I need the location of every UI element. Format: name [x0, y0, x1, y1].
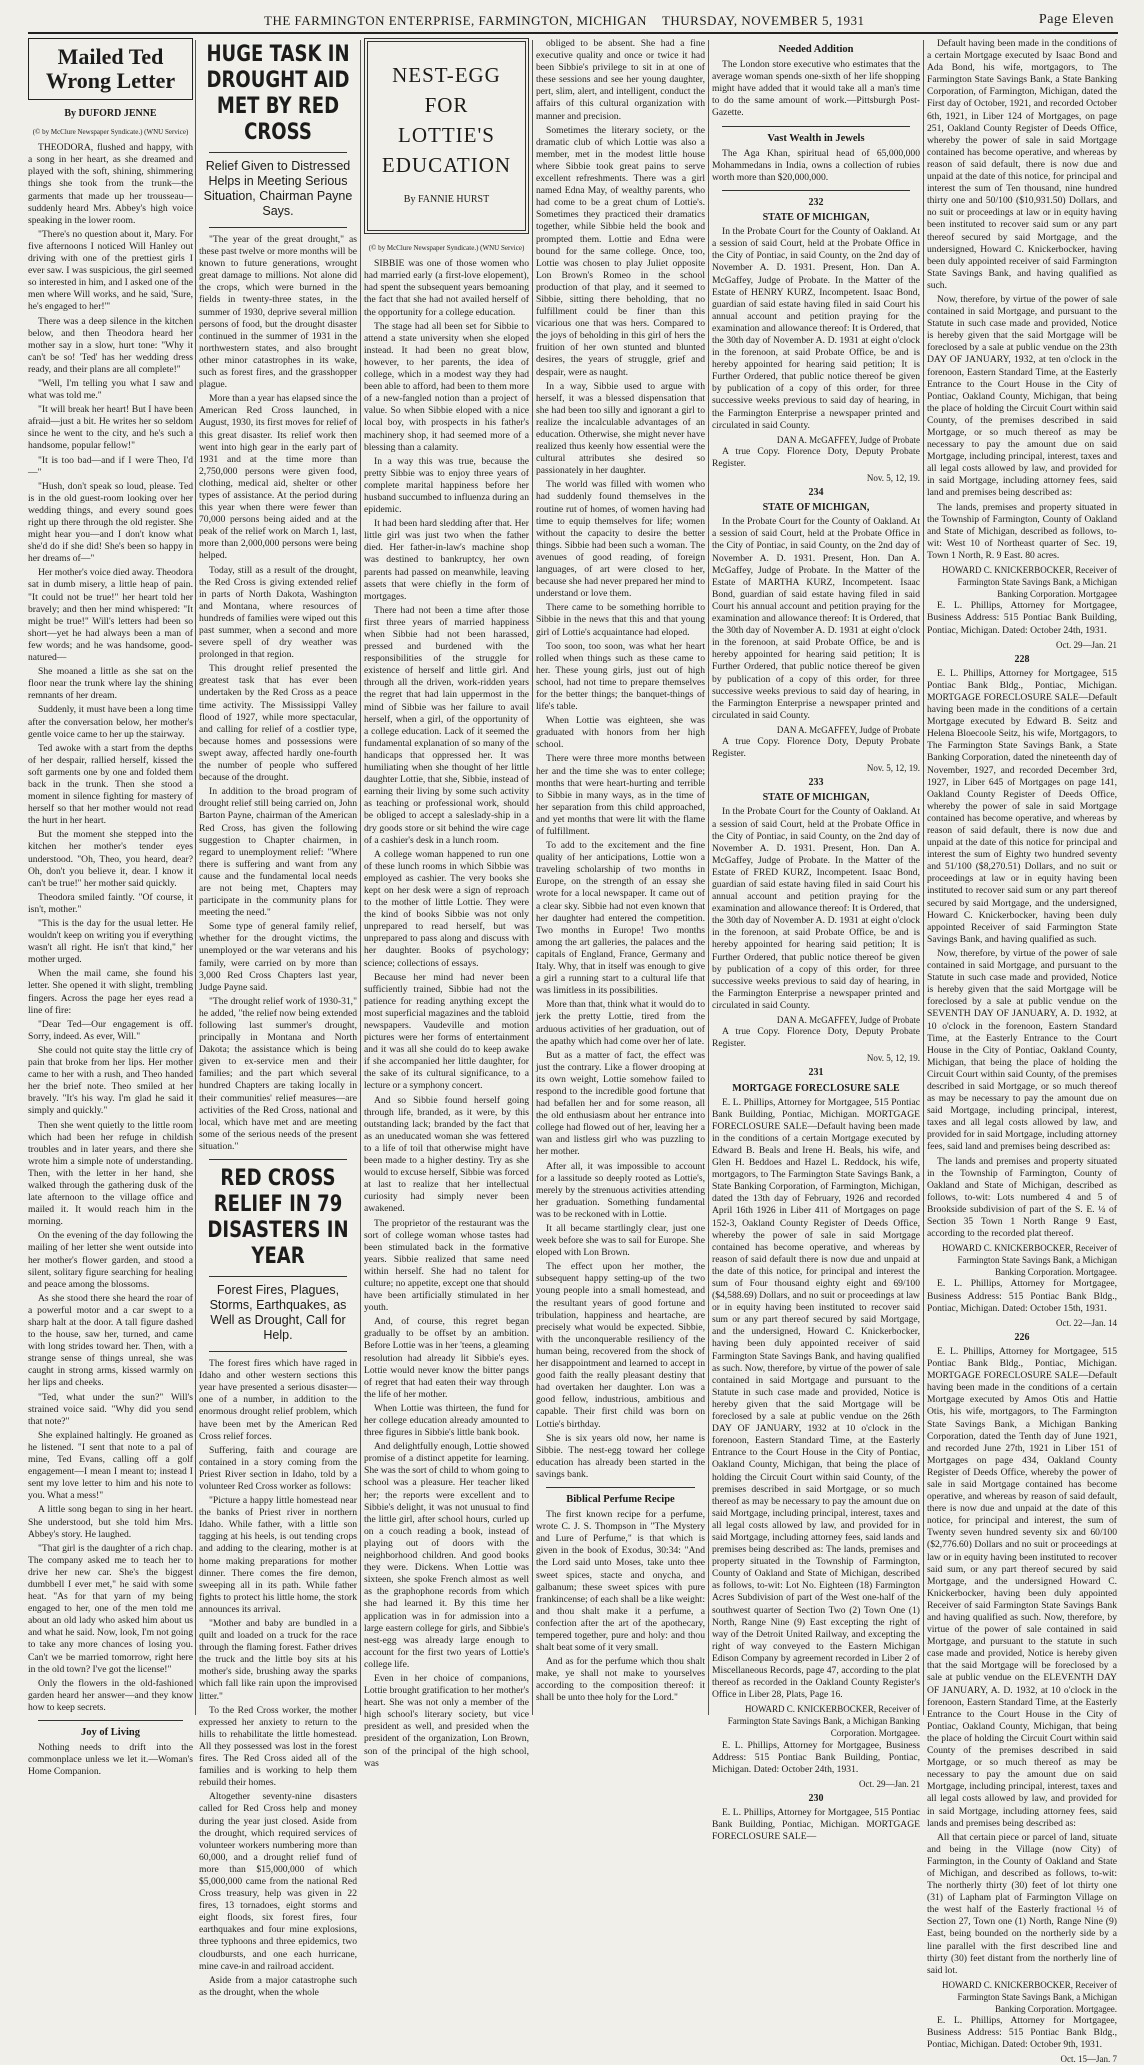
- notice-number: 231: [808, 1067, 824, 1079]
- notice-number: 232: [808, 196, 824, 208]
- notice-signature: DAN A. McGAFFEY, Judge of Probate: [776, 434, 920, 445]
- paragraph: She is six years old now, her name is Sibbie. The nest-egg toward her college education has already been started in the savings bank.: [536, 1432, 705, 1480]
- paragraph: In a way this was true, because the pretty Sibbie was to enjoy three years of complete marital happiness before her husband succumbed to influenza during an epidemic.: [364, 455, 529, 516]
- filler-text: Nothing needs to drift into the commonplace unless we let it.—Woman's Home Companion.: [28, 1742, 193, 1778]
- notice-number: 226: [1014, 1331, 1030, 1343]
- paragraph: Ted awoke with a start from the depths of her despair, rallied herself, kissed the soft garments one by one and folded them back in the trunk. Then she stood a moment in silence fighting for mastery of herself so that her mother would not read the hurt in her heart.: [28, 742, 193, 827]
- notice-title: MORTGAGE FORECLOSURE SALE: [732, 1082, 900, 1094]
- paragraph: The forest fires which have raged in Idaho and other western sections this year have presented a serious disaster—one of a number, in addition to the enormous drought relief problem, which have been met by the American Red Cross relief forces.: [199, 1358, 357, 1442]
- notice-signature: HOWARD C. KNICKERBOCKER, Receiver of Farmington State Savings Bank, a Michigan Banking Corporation. Mortgagee.: [942, 1979, 1117, 2014]
- paragraph: "It will break her heart! But I have been afraid—just a bit. He writes her so seldom since he went to the city, and he's such a handsome, popular fellow!": [28, 404, 193, 452]
- notice-number: 230: [808, 1792, 824, 1804]
- column-rule: [360, 40, 361, 1715]
- paragraph: It all became startlingly clear, just one week before she was to sail for Europe. She eloped with Lon Brown.: [536, 1223, 705, 1259]
- paragraph: There had not been a time after those first three years of married happiness when Sibbie had not been harassed, pressed and burdened with the responsibilities of the struggle for existence of herself and little girl. And through all the driven, work-ridden years the regret that had lain uppermost in the mind of Sibbie was her failure to avail herself, when a girl, of the opportunity of a college education. Lack of it seemed the fundamental explanation of so many of the handicaps that oppressed her. It was humiliating when she thought of her little daughter Lottie, that she, Sibbie, instead of earning their living by some such activity as teaching or professional work, should be obliged to accept a saleslady-ship in a dry goods store or sit behind the wire cage of a cashier's desk in a lunch room.: [364, 604, 529, 846]
- notice-signature: DAN A. McGAFFEY, Judge of Probate: [776, 724, 920, 735]
- notice-text: In the Probate Court for the County of Oakland. At a session of said Court, held at the Probate Office in the City of Pontiac, in said County, on the 2nd day of November A. D. 1931. Present, Hon. Dan A. McGaffey, Judge of Probate. In the Matter of the Estate of MARTHA KURZ, Incompetent. Isaac Bond, guardian of said estate having filed in said Court his annual account and petition praying for the examination and allowance thereof: It is Ordered, that the 30th day of November A. D. 1931 at eight o'clock in the forenoon, at said Probate Office, be and is hereby appointed for hearing said petition; It is Further Ordered, that public notice thereof be given by publication of a copy of this order, for three successive weeks previous to said day of hearing, in the Farmington Enterprise a newspaper printed and circulated in said County.: [712, 516, 920, 721]
- story-title: Mailed Ted Wrong Letter: [45, 44, 176, 93]
- divider: [546, 1487, 695, 1488]
- paragraph: When the mail came, she found his letter. She opened it with slight, trembling fingers. Across the page her eyes read a line of fire:: [28, 968, 193, 1016]
- notice-title: STATE OF MICHIGAN,: [762, 502, 870, 514]
- paragraph: She could not quite stay the little cry of pain that broke from her lips. Her mother came to her with a rush, and Theo handed her the brief note. Theo smiled at her bravely. "It's his way. I'm glad he said it simply and quickly.": [28, 1044, 193, 1117]
- notice-dates: Nov. 5, 12, 19.: [866, 473, 920, 483]
- paragraph: Only the flowers in the old-fashioned garden heard her answer—and they know how to keep secrets.: [28, 1677, 193, 1713]
- paragraph: More than a year has elapsed since the American Red Cross launched, in August, 1930, its first moves for relief of this great disaster. Its relief work then went into high gear in the early part of 1931 and at the time more than 2,750,000 persons were given food, clothing, medical aid, shelter or other types of assistance. At the period during this year when there were fewer than 70,000 persons being aided and at the peak of the relief work on March 1, last, more than 2,000,000 persons were being helped.: [199, 393, 357, 562]
- paragraph: Her mother's voice died away. Theodora sat in dumb misery, a little heap of pain. "It could not be true!" her heart told her bravely; and then her mind whispered: "It might be true!" Will's letters had been so short—yet he had always been a man of few words; and he was handsome, good-natured—: [28, 567, 193, 664]
- paragraph: A college woman happened to run one of these lunch rooms in which Sibbie was employed as cashier. The very books she kept on her desk were a sign of reproach to the mother of little Lottie. They were the kind of books Sibbie was not only unprepared to read herself, but was unprepared to pass along and discuss with her daughter. Books of psychology; science; collections of essays.: [364, 848, 529, 969]
- paragraph: In addition to the broad program of drought relief still being carried on, John Barton Payne, chairman of the American Red Cross, has given the following suggestion to Chapter chairmen, in regard to unemployment relief: "Where there is suffering and want from any cause and the fundamental local needs are not being met, Chapters may participate in the community plans for meeting the need.": [199, 786, 357, 919]
- story-body: [364, 258, 529, 1770]
- paragraph: In a way, Sibbie used to argue with herself, it was a blessed dispensation that she had been too silly and ignorant a girl to realize the incalculable advantages of an education. Otherwise, she might never have realized thus keenly how essential were the cultural attributes she desired so passionately in her daughter.: [536, 380, 705, 477]
- notice-text: E. L. Phillips, Attorney for Mortgagee, 515 Pontiac Bank Building, Pontiac, Michigan. MORTGAGE FORECLOSURE SALE—: [712, 1807, 920, 1843]
- page-number: Page Eleven: [1038, 12, 1114, 27]
- story-body: [199, 1358, 357, 1999]
- subhead-drought-aid: Relief Given to Distressed Helps in Meeting Serious Situation, Chairman Payne Says.: [203, 159, 353, 218]
- paragraph: Default having been made in the conditions of a certain Mortgage executed by Isaac Bond and Ada Bond, his wife, mortgagors, to The Farmington State Savings Bank, a State Banking Corporation, of Farmington, Michigan, dated the First day of October, 1921, and recorded October 6th, 1921, in Liber 124 of Mortgages, on page 251, Oakland County Register of Deeds Office, whereby the power of sale in said Mortgage contained has become operative, and whereas by reason of said default, there is now due and unpaid at the date of this notice, for principal and interest the sum of Ten thousand, nine hundred thirty one and 50/100 ($10,931.50) Dollars, and no suit or proceedings at law or in equity having been instituted to recover said sum or any part thereof secured by said Mortgage, and the undersigned, Howard C. Knickerbocker, having been duly appointed receiver of said Farmington State Savings Bank, and having qualified as such.: [927, 38, 1117, 291]
- syndicate-credit: (© by McClure Newspaper Syndicate.) (WNU Service): [368, 244, 525, 253]
- paragraph: Aside from a major catastrophe such as the drought, when the whole: [199, 1974, 357, 1998]
- notice-attest: A true Copy. Florence Doty, Deputy Probate Register.: [712, 1026, 920, 1050]
- legal-notice-body: [927, 668, 1117, 1240]
- paragraph: The effect upon her mother, the subsequent happy setting-up of the two young people into a small homestead, and the resultant years of good fortune and tribulation, happiness and heartache, are precisely what would be expected. Sibbie, with the unconquerable resiliency of the human being, recovered from the shock of her disappointment and learned to accept in good faith the really pleasant destiny that had overtaken her daughter. Lon was a good fellow, industrious, ambitious and capable. Their first child was born on Lottie's birthday.: [536, 1261, 705, 1430]
- notice-signature: HOWARD C. KNICKERBOCKER, Receiver of Farmington State Savings Bank, a Michigan Banking Corporation. Mortgagee: [942, 565, 1117, 600]
- notice-dates: Oct. 29—Jan. 21: [859, 1778, 920, 1789]
- paragraph: "Ted, what under the sun?" Will's strained voice said. "Why did you send that note?": [28, 1391, 193, 1427]
- divider: [209, 1159, 347, 1160]
- story-body: [28, 142, 193, 1714]
- notice-attest: E. L. Phillips, Attorney for Mortgagee, Business Address: 515 Pontiac Bank Building, Pontiac, Michigan. Dated: October 24th, 1931.: [712, 1739, 920, 1775]
- paragraph: Altogether seventy-nine disasters called for Red Cross help and money during the year just closed. Aside from the drought, which required services of volunteer workers numbering more than 60,000, and a drought relief fund of more than $15,000,000 of which $5,000,000 came from the national Red Cross treasury, help was given in 22 fires, 13 tornadoes, eight storms and eight floods, six forest fires, four earthquakes and four mine explosions, three typhoons and three epidemics, two cloudbursts, and one each hurricane, mine cave-in and railroad accident.: [199, 1791, 357, 1972]
- filler-text: The Aga Khan, spiritual head of 65,000,000 Mohammedans in India, owns a collection of rubies worth more than $20,000,000.: [712, 147, 920, 183]
- paragraph: The world was filled with women who had suddenly found themselves in the routine rut of homes, of women having had time to equip themselves for life; women without the capacity to desire the better things. Sibbie had been such a woman. The avenues of good reading, of foreign languages, of art were closed to her, because she had never prepared her mind to understand or love them.: [536, 479, 705, 600]
- notice-attest: A true Copy. Florence Doty, Deputy Probate Register.: [712, 735, 920, 760]
- paragraph: obliged to be absent. She had a fine executive quality and once or twice it had been Sibbie's privilege to sit in at one of these sessions and see her young daughter, pert, slim, alert, and intelligent, conduct the affairs of this cultural organization with manner and precision.: [536, 38, 705, 122]
- paragraph: There was a deep silence in the kitchen below, and then Theodora heard her mother say in a slow, hurt tone: "Why it can't be so! 'Ted' has her wedding dress ready, and their plans are all complete!": [28, 315, 193, 375]
- recipe-body: [536, 1509, 705, 1705]
- story-title-box: [364, 38, 529, 234]
- column-1: [28, 38, 193, 1778]
- divider: [722, 126, 910, 127]
- paragraph: And delightfully enough, Lottie showed promise of a distinct appetite for learning. She was the sort of child to whom going to school was a pleasure. Her teacher liked her; the reports were excellent and to Sibbie's delight, it was not unusual to find the little girl, after school hours, curled up on a couch reading a book, instead of playing out of doors with the neighborhood children. And good books they were. Dickens. When Lottie was sixteen, she spoke French almost as well as the graphophone records from which she had learned it. By this time her application was in for admission into a large eastern college for girls, and Sibbie's nest-egg was already large enough to account for the first two years of Lottie's college life.: [364, 1441, 529, 1670]
- paragraph: Sometimes the literary society, or the dramatic club of which Lottie was also a member, met in the modest little house where Sibbie took great pains to serve excellent refreshments. There was a girl named Edna May, of wealthy parents, who had come to be a great chum of Lottie's. Sometimes they practiced their dramatics together, while Sibbie held the book and prompted them. Lottie and Edna were bound for the same college. Once, too, Lottie was chosen to play Juliet opposite Lon Brown's Romeo in the school production of that play, and it seemed to Sibbie, sitting there beholding, that no fulfillment could be finer than this vicarious one that was hers. Compared to the joys of beholding in this girl of hers the fruition of her own stunted and blunted desires, the years of struggle, grief and despair, were as naught.: [536, 124, 705, 378]
- paragraph: All that certain piece or parcel of land, situate and being in the Village (now City) of Farmington, in the County of Oakland and State of Michigan, and described as follows, to-wit: The northerly thirty (30) feet of lot thirty one (31) of Lapham plat of Farmington Village on the west half of the Easterly fractional ½ of Section 27, Town one (1) North, Range Nine (9) East, being bounded on the northerly side by a line parallel with the first described line and thirty (30) feet distant from the northerly line of said lot.: [927, 1831, 1117, 1976]
- paragraph: Too soon, too soon, was what her heart rolled when things such as these came to her. These young girls, just out of high school, had not time to prepare themselves for the better things; the banquet-things of life's table.: [536, 640, 705, 713]
- headline-drought-aid: HUGE TASK IN DROUGHT AID MET BY RED CROSS: [206, 42, 350, 145]
- paragraph: But the moment she stepped into the kitchen her mother's tender eyes understood. "Oh, Theo, you heard, dear? Oh, don't you believe it, dear. I know it can't be true!" her mother said quickly.: [28, 829, 193, 889]
- notice-signature: DAN A. McGAFFEY, Judge of Probate: [776, 1015, 920, 1026]
- paragraph: The proprietor of the restaurant was the sort of college woman whose tastes had been stimulated back in the formative years. Sibbie realized that same need within herself. She had no talent for culture; no appetite, except one that should have been artificially stimulated in her youth.: [364, 1217, 529, 1314]
- story-title: NEST-EGG FOR LOTTIE'S EDUCATION: [381, 63, 512, 177]
- legal-notice: [712, 487, 920, 774]
- legal-notice-body: [927, 38, 1117, 562]
- divider: [209, 227, 347, 228]
- column-2: [199, 38, 357, 1998]
- paragraph: Suffering, faith and courage are contained in a story coming from the Priest River section in Idaho, told by a volunteer Red Cross worker as follows:: [199, 1444, 357, 1492]
- paragraph: Then she went quietly to the little room which had been her refuge in childish troubles and in later years, and there she wrote him a simple note of understanding. Then, with the letter in her hand, she walked through the gathering dusk of the late afternoon to the village office and mailed it. It would reach him in the morning.: [28, 1119, 193, 1228]
- paragraph: "It is too bad—and if I were Theo, I'd—": [28, 454, 193, 478]
- notice-title: STATE OF MICHIGAN,: [762, 212, 870, 224]
- paragraph: THEODORA, flushed and happy, with a song in her heart, as she dreamed and played with the soft, shining, shimmering things she took from the trunk—the garments that made up her trousseau—suddenly heard Mrs. Abbey's high voice speaking in the lower room.: [28, 142, 193, 226]
- paragraph: To add to the excitement and the fine quality of her anticipations, Lottie won a traveling scholarship of two months in Europe, on the strength of an essay she wrote for a local newspaper. It came out of a clear sky. Sibbie had not even known that her daughter had entered the competition. Two months in Europe! Two months among the art galleries, the palaces and the capitals of England, France, Germany and Italy. Why, that in itself was enough to give a girl a running start to a cultural life that was limitless in its possibilities.: [536, 840, 705, 997]
- paragraph: "Hush, don't speak so loud, please. Ted is in the old guest-room looking over her wedding things, and every sound goes right up there through the old register. She might hear you—and I don't know what she'd do if she did! She's been so happy in her dreams of—": [28, 480, 193, 565]
- headline-79-disasters: RED CROSS RELIEF IN 79 DISASTERS IN YEAR: [207, 1166, 349, 1270]
- notice-signature: HOWARD C. KNICKERBOCKER, Receiver of Farmington State Savings Bank, a Michigan Banking Corporation. Mortgagee.: [727, 1704, 920, 1739]
- recipe-title: Biblical Perfume Recipe: [566, 1493, 675, 1505]
- notice-title: STATE OF MICHIGAN,: [762, 792, 870, 804]
- story-title-box: [28, 38, 193, 100]
- paragraph: She explained haltingly. He groaned as he listened. "I sent that note to a pal of mine, Ted Evans, calling off a golf engagement—I mean I meant to; instead I sent my love letter to him and his note to you. What a mess!": [28, 1429, 193, 1502]
- paragraph: It had been hard sledding after that. Her little girl was just two when the father died. Her father-in-law's machine shop was destined to bankruptcy, her own parents had passed on meanwhile, leaving assets that were chiefly in the form of mortgages.: [364, 518, 529, 602]
- paragraph: "This is the day for the usual letter. He wouldn't keep on writing you if everything wasn't all right. He isn't that kind," her mother urged.: [28, 918, 193, 966]
- masthead-paper: THE FARMINGTON ENTERPRISE, FARMINGTON, MICHIGAN THURSDAY, NOVEMBER 5, 1931: [264, 13, 865, 28]
- notice-number: 228: [1014, 653, 1030, 665]
- legal-notices: [712, 197, 920, 1790]
- subhead-79-disasters: Forest Fires, Plagues, Storms, Earthquakes, as Well as Drought, Call for Help.: [209, 1283, 347, 1343]
- column-3: [364, 38, 529, 1769]
- notice-dates: Nov. 5, 12, 19.: [866, 1053, 920, 1064]
- paragraph: "There's no question about it, Mary. For five afternoons I noticed Will Hanley out driving with one of the prettiest girls I ever saw. I was suspicious, the girl seemed so interested in him, and I asked one of the men where Will works, and he said, 'Sure, he's engaged to her!'": [28, 228, 193, 313]
- notice-number: 234: [808, 487, 824, 499]
- notice-signature: HOWARD C. KNICKERBOCKER, Receiver of Farmington State Savings Bank, a Michigan Banking Corporation. Mortgagee.: [942, 1243, 1117, 1278]
- paragraph: Now, therefore, by virtue of the power of sale contained in said Mortgage, and pursuant to the Statute in such case made and provided, Notice is hereby given that the said Mortgage will be foreclosed by a sale at public vendue on the 23th DAY OF JANUARY, 1932, at ten o'clock in the forenoon, Eastern Standard Time, at the Easterly Entrance to the Court House in the City of Pontiac, Oakland County, Michigan, that being the place of holding the Circuit Court within said County, of the premises described in said Mortgage, or so much thereof as may be necessary to pay the amount due on said Mortgage, including principal, interest, taxes and all legal costs allowed by law, and provided for in said Mortgage, including attorney fees, said land and premises being described as:: [927, 293, 1117, 499]
- divider: [209, 1351, 347, 1352]
- paragraph: "The year of the great drought," as these past twelve or more months will be known to future generations, wrought great damage to millions. Not alone did the crops, which were burned in the fields in twenty-three states, in the summer of 1930, deprive several million persons of food, but the drought disaster continued in the summer of 1931 in the northwestern states, and also brought other minor catastrophes in its wake, such as forest fires, and the grasshopper plague.: [199, 234, 357, 391]
- paragraph: Theodora smiled faintly. "Of course, it isn't, mother.": [28, 891, 193, 915]
- notice-attest: A true Copy. Florence Doty, Deputy Probate Register.: [712, 445, 920, 469]
- paragraph: "Dear Ted—Our engagement is off. Sorry, indeed. As ever, Will.": [28, 1018, 193, 1042]
- byline: By FANNIE HURST: [403, 194, 490, 205]
- notice-attest: E. L. Phillips, Attorney for Mortgagee, Business Address: 515 Pontiac Bank Bldg., Pontiac, Michigan. Dated: October 15th, 1931.: [927, 1278, 1117, 1314]
- notice-dates: Oct. 15—Jan. 7: [1060, 2054, 1117, 2065]
- column-5: [712, 38, 920, 1843]
- paragraph: "Picture a happy little homestead near the banks of Priest river in northern Idaho. While father, with a little son tagging at his heels, is out tending crops and adding to the clearing, mother is at home making preparations for mother dinner. There comes the fire demon, sweeping all in its path. While father fights to protect his little home, the stork announces its arrival.: [199, 1495, 357, 1615]
- column-rule: [923, 40, 924, 1715]
- divider: [38, 1720, 183, 1721]
- paragraph: This drought relief presented the greatest task that has ever been undertaken by the Red Cross as a peace time activity. The Mississippi Valley flood of 1927, while more spectacular, and calling for relief of a costlier type, because homes and possessions were swept away, affected hardly one-fourth the number of people who suffered because of the drought.: [199, 663, 357, 784]
- paragraph: She moaned a little as she sat on the floor near the trunk where lay the shining remnants of her dream.: [28, 666, 193, 702]
- filler-title: Joy of Living: [81, 1727, 140, 1738]
- notice-text: In the Probate Court for the County of Oakland. At a session of said Court, held at the Probate Office in the City of Pontiac, in said County, on the 2nd day of November A. D. 1931. Present, Hon. Dan A. McGaffey, Judge of Probate. In the Matter of the Estate of FRED KURZ, Incompetent. Isaac Bond, guardian of said estate having filed in said Court his annual account and petition praying for the examination and allowance thereof: It is Ordered, that the 30th day of November A. D. 1931 at eight o'clock in the forenoon, at said Probate Office, be and is hereby appointed for hearing said petition; It is Further Ordered, that public notice thereof be given by publication of a copy of this order, for three successive weeks previous to said day of hearing, in the Farmington Enterprise a newspaper printed and circulated in said County.: [712, 806, 920, 1011]
- notice-dates: Oct. 29—Jan. 21: [1056, 639, 1117, 650]
- paragraph: When Lottie was thirteen, the fund for her college education already amounted to three figures in Sibbie's little bank book.: [364, 1402, 529, 1439]
- paragraph: On the evening of the day following the mailing of her letter she went outside into her mother's flower garden, and stood a silent, solitary figure searching for healing and peace among the blossoms.: [28, 1230, 193, 1290]
- notice-attest: E. L. Phillips, Attorney for Mortgagee, Business Address: 515 Pontiac Bank Bldg., Pontiac, Michigan. Dated: October 9th, 1931.: [927, 2015, 1117, 2051]
- legal-notice: [712, 197, 920, 484]
- paragraph: There came to be something horrible to Sibbie in the news that this and that young girl of Lottie's acquaintance had eloped.: [536, 602, 705, 638]
- paragraph: Because her mind had never been sufficiently trained, Sibbie had not the patience for reading anything except the most superficial magazines and the tabloid newspapers. Vaudeville and motion pictures were her forms of entertainment and it was all she could do to keep awake if she accompanied her little daughter, for the sake of its cultural significance, to a lecture or a symphony concert.: [364, 971, 529, 1092]
- paragraph: There were three more months between her and the time she was to enter college; months that were heart-hurting and terrible to Sibbie in many ways, as in the time of her separation from this child approached, and yet months that were lit with the flame of fulfillment.: [536, 753, 705, 837]
- column-4: [536, 38, 705, 1718]
- paragraph: Some type of general family relief, whether for the drought victims, the unemployed or the war veterans and his family, were carried on by more than 3,000 Red Cross Chapters last year, Judge Payne said.: [199, 921, 357, 993]
- notice-dates: Nov. 5, 12, 19.: [866, 763, 920, 774]
- divider: [722, 190, 910, 191]
- paragraph: And so Sibbie found herself going through life, branded, as it were, by this outstanding lack; branded by the fact that as an uneducated woman she was fettered to a life of toil that otherwise might have been made to a higher destiny. Try as she would to excuse herself, Sibbie was forced at last to realize that her intellectual curiosity had simply never been awakened.: [364, 1094, 529, 1215]
- paragraph: Now, therefore, by virtue of the power of sale contained in said Mortgage, and pursuant to the Statute in such case made and provided, Notice is hereby given that the said Mortgage will be foreclosed by a sale at public vendue on the SEVENTH DAY OF JANUARY, A. D. 1932, at 10 o'clock in the forenoon, Eastern Standard Time, at the Easterly Entrance to the Court House in the City of Pontiac, Oakland County, Michigan, that being the place of holding the Circuit Court within said County, of the premises described in said Mortgage, or so much thereof as may be necessary to pay the amount due on said Mortgage, including principal, interest, taxes and all legal costs allowed by law, and provided for in said Mortgage, including attorney fees, said land and premises being described as:: [927, 947, 1117, 1153]
- paragraph: And as for the perfume which thou shalt make, ye shall not make to yourselves according to the composition thereof: it shall be unto thee holy for the Lord.": [536, 1656, 705, 1704]
- story-body: [536, 38, 705, 1481]
- paragraph: The stage had all been set for Sibbie to attend a state university when she eloped instead. It had been no great blow, however, to her parents, the idea of college, which in a modest way they had been able to afford, had been to them more of a new-fangled notion than a project of value. So when Sibbie eloped with a nice local boy, with prospects in his father's machinery shop, it had seemed more of a blessing than a calamity.: [364, 320, 529, 453]
- paragraph: The first known recipe for a perfume, wrote C. J. S. Thompson in "The Mystery and Lure of Perfume," is that which is given in the book of Exodus, 30:34: "And the Lord said unto Moses, take unto thee sweet spices, stacte and onycha, and galbanum; these sweet spices with pure frankincense; of each shall be a like weight: and thou shalt make it a perfume, a confection after the art of the apothecary, tempered together, pure and holy: and thou shalt beat some of it very small.: [536, 1509, 705, 1654]
- paragraph: "Mother and baby are bundled in a quilt and loaded on a truck for the race through the flaming forest. Father drives the truck and the little boy sits at his mother's side, brushing away the sparks which fall like rain upon the improvised litter.": [199, 1618, 357, 1702]
- paragraph: E. L. Phillips, Attorney for Mortgagee, 515 Pontiac Bank Bldg., Pontiac, Michigan. MORTGAGE FORECLOSURE SALE—Default having been made in the conditions of a certain Mortgage executed by Edward B. Seitz and Helena Bloecoole Seitz, his wife, Mortgagors, to The Farmington State Savings Bank, a State Banking Corporation, dated the nineteenth day of November, 1927, and recorded December 3rd, 1927, in Liber 645 of Mortgages on page 141, Oakland County Register of Deeds Office, whereby the power of sale in said Mortgage contained has become operative, and whereas by reason of said default, there is now due and unpaid at the date of this notice for principal and interest the sum of Eighty two hundred seventy and 51/100 ($8,270.51) Dollars, and no suit or proceedings at law or in equity having been instituted to recover said sum or any part thereof secured by said Mortgage, and the undersigned, Howard C. Knickerbocker, having been duly appointed Receiver of said Farmington State Savings Bank, and having qualified as such.: [927, 667, 1117, 945]
- paragraph: After all, it was impossible to account for a lassitude so deeply rooted as Lottie's, merely by the strenuous activities attending her graduation. Something fundamental was to be reckoned with in Lottie.: [536, 1160, 705, 1220]
- story-body: [199, 234, 357, 1153]
- paragraph: More than that, think what it would do to jerk the pretty Lottie, tired from the arduous activities of her graduation, out of the apathy which had come over her of late.: [536, 999, 705, 1047]
- notice-number: 233: [808, 777, 824, 789]
- paragraph: Suddenly, it must have been a long time after the conversation below, her mother's gentle voice came to her up the stairway.: [28, 704, 193, 740]
- paragraph: A little song began to sing in her heart. She understood, but she told him Mrs. Abbey's story. He laughed.: [28, 1504, 193, 1540]
- legal-notice: [712, 777, 920, 1064]
- filler-title: Needed Addition: [778, 44, 854, 55]
- paragraph: Today, still as a result of the drought, the Red Cross is giving extended relief in parts of North Dakota, Washington and Montana, where resources of hundreds of families were wiped out this past summer, when a second and more severe spell of dry weather was prolonged in that region.: [199, 564, 357, 661]
- paragraph: "That girl is the daughter of a rich chap. The company asked me to teach her to drive her new car. She's the biggest dumbbell I ever met," he said with some heat. "As for that yarn of my being engaged to her, one of the men told me about an old lady who asked him about us and what he said. Now, look, I'm not going to take any more chances of losing you. Can't we be married tomorrow, right here in the old town? I've got the license!": [28, 1542, 193, 1675]
- paragraph: Even in her choice of companions, Lottie brought gratification to her mother's heart. She was not only a member of the high school's literary society, but vice president as well, and presided when the president of the organization, Lon Brown, son of the principal of the high school, was: [364, 1672, 529, 1769]
- notice-text: E. L. Phillips, Attorney for Mortgagee, 515 Pontiac Bank Building, Pontiac, Michigan. MORTGAGE FORECLOSURE SALE—Default having been made in the conditions of a certain Mortgage executed by Edward B. Beals and Irene H. Beals, his wife, and Glen H. Beddoes and Hazel L. Reddock, his wife, mortgagors, to The Farmington State Savings Bank, a State Banking Corporation, of Farmington, Michigan, dated the 13th day of February, 1926 and recorded April 16th 1926 in Liber 411 of Mortgages on page 152-3, Oakland County Register of Deeds Office, whereby the power of sale in said Mortgage contained has become operative, and whereas by reason of said default there is now due and unpaid at the date of this notice, for principal and interest the sum of Four thousand eighty eight and 69/100 ($4,588.69) Dollars, and no suit or proceedings at law or in equity having been instituted to recover said sum or any part thereof secured by said Mortgage, and the undersigned, Howard C. Knickerbocker, having been duly appointed receiver of said Farmington State Savings Bank, and having qualified as such. Now, therefore, by virtue of the power of sale contained in said Mortgage and pursuant to the Statute in such case made and provided, Notice is hereby given that the said Mortgage will be foreclosed by a sale at public vendue on the 26th DAY OF JANUARY, 1932 at 10 o'clock in the forenoon, Eastern Standard Time, at the Easterly Entrance to the Court House in the City of Pontiac, Oakland County, Michigan, that being the place of holding the Circuit Court within said County, of the premises described in said Mortgage, or so much thereof as may be necessary to pay the amount due on said Mortgage, including principal, interest, taxes and all legal costs allowed by law, and provided for in said Mortgage, including attorney fees, said lands and premises being described as: The lands, premises and property situated in the Township of Farmington, County of Oakland and State of Michigan, described as follows, to-wit: Lot No. Eighteen (18) Farmington Acres Subdivision of part of the West one-half of the southwest quarter of Section Two (2) Town One (1) North, Range Nine (9) East excepting the right of way of the Detroit United Railway, and excepting the right of way conveyed to the Eastern Michigan Edison Company by agreement recorded in Liber 2 of Miscellaneous Records, page 47, according to the plat thereof as recorded in the Oakland County Register's Office in Liber 28, Plats, Page 16.: [712, 1096, 920, 1701]
- paragraph: "The drought relief work of 1930-31," he added, "the relief now being extended following last summer's drought, principally in Montana and North Dakota; the assistance which is being given to ex-service men and their families; and the part which several hundred Chapters are taking locally in their communities' relief measures—are activities of the Red Cross, national and local, which have met and are meeting some of the serious needs of the present situation.": [199, 995, 357, 1152]
- column-rule: [708, 40, 709, 1715]
- column-6: [927, 38, 1117, 2065]
- masthead: [28, 10, 1118, 34]
- filler-title: Vast Wealth in Jewels: [767, 132, 865, 144]
- divider: [209, 1276, 347, 1277]
- paragraph: SIBBIE was one of those women who had married early (a first-love elopement), had spent the subsequent years bemoaning the fact that she had not availed herself of the opportunity for a college education.: [364, 258, 529, 318]
- byline: By DUFORD JENNE: [64, 108, 157, 119]
- paragraph: And, of course, this regret began gradually to be offset by an ambition. Before Lottie was in her 'teens, a gleaming resolution had already lit Sibbie's eyes. Lottie would never know the bitter pangs of regret that had eaten their way through the life of her mother.: [364, 1316, 529, 1400]
- paragraph: E. L. Phillips, Attorney for Mortgagee, 515 Pontiac Bank Bldg., Pontiac, Michigan. MORTGAGE FORECLOSURE SALE—Default having been made in the conditions of a certain Mortgage executed by Amos Otis and Hattie Otis, his wife, mortgagors, to The Farmington State Savings Bank, a Michigan Banking Corporation, dated the Tenth day of June 1921, and recorded June 27th, 1921 in Liber 151 of Mortgages on page 434, Oakland County Register of Deeds Office, whereby the power of sale in said Mortgage contained has become operative, and whereas by reason of said default, there is now due and unpaid at the date of this notice, for principal and interest, the sum of Twenty seven hundred seventy six and 60/100 ($2,776.60) Dollars and no suit or proceedings at law or in equity having been instituted to recover said sum, or any part thereof secured by said Mortgage, and the undersigned Howard C. Knickerbocker, having been duly appointed Receiver of said Farmington State Savings Bank and having qualified as such. Now, therefore, by virtue of the power of sale contained in said Mortgage, and pursuant to the statute in such case made and provided, Notice is hereby given that the said Mortgage will be foreclosed by a sale at public vendue on the ELEVENTH DAY OF JANUARY, A. D. 1932, at 10 o'clock in the forenoon, Eastern Standard Time, at the Easterly Entrance to the Court House in the City of Pontiac, Oakland County, Michigan, that being the place of holding the Circuit Court within said County of the premises described in said Mortgage, or so much thereof as may be necessary to pay the amount due on said Mortgage, including principal, interest, taxes and all legal costs allowed by law, and provided for in said Mortgage, including attorney fees, said lands and premises being described as:: [927, 1345, 1117, 1829]
- column-rule: [195, 40, 196, 1715]
- paragraph: The lands, premises and property situated in the Township of Farmington, County of Oakland and State of Michigan, described as follows, to-wit: West 10 of Northeast quarter of Sec. 19, Town 1 North, R. 9 East. 80 acres.: [927, 501, 1117, 561]
- notice-dates: Oct. 22—Jan. 14: [1056, 1317, 1117, 1328]
- notice-text: In the Probate Court for the County of Oakland. At a session of said Court, held at the Probate Office in the City of Pontiac, in said County, on the 2nd day of November A. D. 1931. Present, Hon. Dan A. McGaffey, Judge of Probate. In the Matter of the Estate of HENRY KURZ, Incompetent. Isaac Bond, guardian of said estate having filed in said Court his annual account and petition praying for the examination and allowance thereof: It is Ordered, that the 30th day of November A. D. 1931 at eight o'clock in the forenoon, at said Probate Office, be and is hereby appointed for hearing said petition; It is Further Ordered, that public notice thereof be given by publication of a copy of this order, for three successive weeks previous to said day of hearing, in the Farmington Enterprise a newspaper printed and circulated in said County.: [712, 226, 920, 431]
- paragraph: The lands and premises and property situated in the Township of Farmington, County of Oakland and State of Michigan, described as follows, to-wit: Lots numbered 4 and 5 of Brookside subdivision of part of the S. E. ¼ of Section 35 Town 1 North Range 9 East, according to the recorded plat thereof.: [927, 1155, 1117, 1240]
- filler-text: The London store executive who estimates that the average woman spends one-sixth of her life shopping might have added that it would take all a man's time to do the same amount of work.—Pittsburgh Post-Gazette.: [712, 59, 920, 119]
- paragraph: "Well, I'm telling you what I saw and what was told me.": [28, 377, 193, 402]
- divider: [209, 152, 347, 153]
- paragraph: When Lottie was eighteen, she was graduated with honors from her high school.: [536, 715, 705, 751]
- column-rule: [532, 40, 533, 1715]
- paragraph: As she stood there she heard the roar of a powerful motor and a car swept to a sharp halt at the door. A tall figure dashed to the house, saw her, turned, and came with long strides toward her. Then, with a strange sense of things unreal, she was caught in strong arms, kissed warmly on her lips and cheeks.: [28, 1292, 193, 1389]
- legal-notice: [712, 1067, 920, 1790]
- legal-notice-body: [927, 1346, 1117, 1977]
- notice-attest: E. L. Phillips, Attorney for Mortgagee, Business Address: 515 Pontiac Bank Building, Pontiac, Michigan. Dated: October 24th, 1931.: [927, 600, 1117, 636]
- paragraph: But as a matter of fact, the effect was just the contrary. Like a flower drooping at its own weight, Lottie somehow failed to respond to the incredible good fortune that had befallen her and for some reason, all the old enthusiasm about her entrance into college had flowed out of her, leaving her a wan and listless girl who was puzzling to her mother.: [536, 1049, 705, 1158]
- paragraph: To the Red Cross worker, the mother expressed her anxiety to return to the hills to rehabilitate the little homestead. All they possessed was lost in the forest fires. The Red Cross aided all of the families and is working to help them rebuild their homes.: [199, 1704, 357, 1789]
- syndicate-credit: (© by McClure Newspaper Syndicate.) (WNU Service): [32, 128, 189, 137]
